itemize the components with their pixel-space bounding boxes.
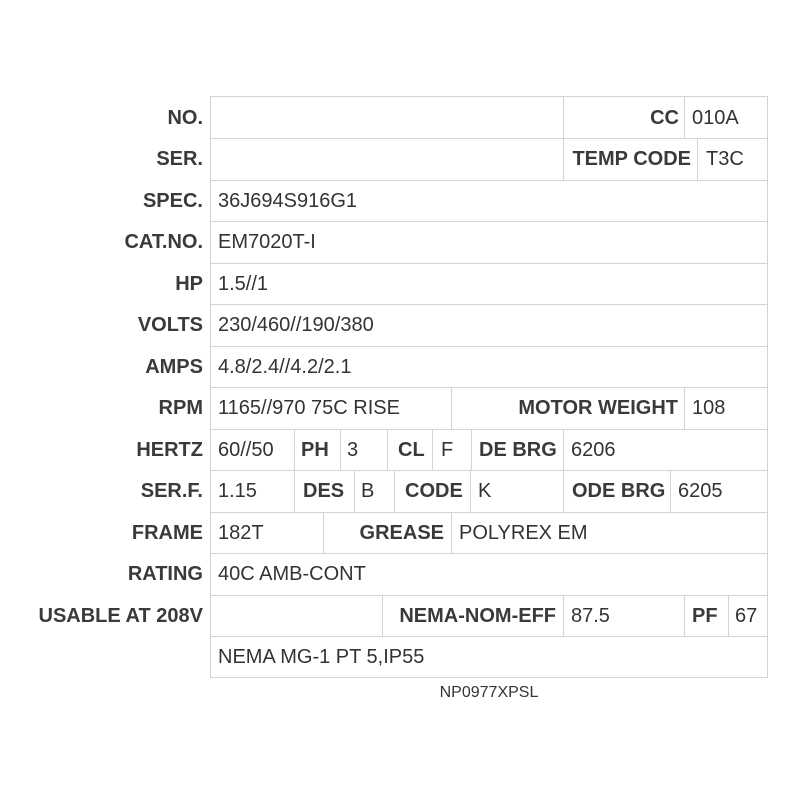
col-divider: [394, 470, 395, 512]
col-divider: [294, 429, 295, 471]
col-divider: [563, 429, 564, 471]
label-volts: VOLTS: [137, 314, 203, 336]
value-motor-weight: 108: [692, 397, 726, 419]
label-frame: FRAME: [131, 522, 203, 544]
value-amps: 4.8/2.4//4.2/2.1: [218, 356, 352, 378]
col-divider: [354, 470, 355, 512]
value-hp: 1.5//1: [218, 273, 269, 295]
label-cc: CC: [650, 107, 679, 129]
value-spec: 36J694S916G1: [218, 190, 358, 212]
label-spec: SPEC.: [142, 190, 203, 212]
col-divider: [294, 470, 295, 512]
label-temp-code: TEMP CODE: [572, 148, 691, 170]
value-volts: 230/460//190/380: [218, 314, 374, 336]
label-rpm: RPM: [158, 397, 203, 419]
value-de-brg: 6206: [571, 439, 616, 461]
label-code: CODE: [405, 480, 463, 502]
col-divider: [471, 429, 472, 471]
label-motor-weight: MOTOR WEIGHT: [518, 397, 678, 419]
label-des: DES: [303, 480, 345, 502]
value-cc: 010A: [692, 107, 739, 129]
label-hertz: HERTZ: [136, 439, 203, 461]
value-hertz: 60//50: [218, 439, 274, 461]
label-cl: CL: [398, 439, 425, 461]
label-no: NO.: [167, 107, 203, 129]
value-temp-code: T3C: [706, 148, 744, 170]
value-ph: 3: [347, 439, 359, 461]
col-divider: [470, 470, 471, 512]
col-divider: [684, 387, 685, 429]
label-grease: GREASE: [359, 522, 444, 544]
value-frame: 182T: [218, 522, 264, 544]
value-pf: 67: [735, 605, 758, 627]
col-divider: [684, 595, 685, 637]
col-divider: [451, 512, 452, 554]
col-divider: [684, 97, 685, 139]
col-divider: [697, 138, 698, 180]
col-divider: [728, 595, 729, 637]
col-divider: [387, 429, 388, 471]
label-usable-at-208v: USABLE AT 208V: [38, 605, 203, 627]
label-rating: RATING: [127, 563, 203, 585]
label-cat-no: CAT.NO.: [124, 231, 203, 253]
label-amps: AMPS: [145, 356, 203, 378]
value-rpm: 1165//970 75C RISE: [218, 397, 400, 419]
value-nema-nom-eff: 87.5: [571, 605, 610, 627]
col-divider: [563, 595, 564, 637]
value-ser-f: 1.15: [218, 480, 257, 502]
value-note: NEMA MG-1 PT 5,IP55: [218, 646, 425, 668]
value-des: B: [361, 480, 375, 502]
label-ser-f: SER.F.: [140, 480, 203, 502]
part-number: NP0977XPSL: [439, 684, 539, 701]
label-ph: PH: [301, 439, 329, 461]
label-ode-brg: ODE BRG: [572, 480, 666, 502]
value-cat-no: EM7020T-I: [218, 231, 316, 253]
value-code: K: [478, 480, 492, 502]
label-hp: HP: [175, 273, 203, 295]
value-rating: 40C AMB-CONT: [218, 563, 366, 585]
col-divider: [563, 470, 564, 512]
col-divider: [340, 429, 341, 471]
value-ode-brg: 6205: [678, 480, 723, 502]
label-de-brg: DE BRG: [479, 439, 557, 461]
row-divider: [210, 263, 768, 264]
col-divider: [670, 470, 671, 512]
label-nema-nom-eff: NEMA-NOM-EFF: [399, 605, 556, 627]
value-cl: F: [441, 439, 454, 461]
label-ser: SER.: [156, 148, 203, 170]
label-pf: PF: [692, 605, 718, 627]
value-grease: POLYREX EM: [459, 522, 588, 544]
col-divider: [432, 429, 433, 471]
